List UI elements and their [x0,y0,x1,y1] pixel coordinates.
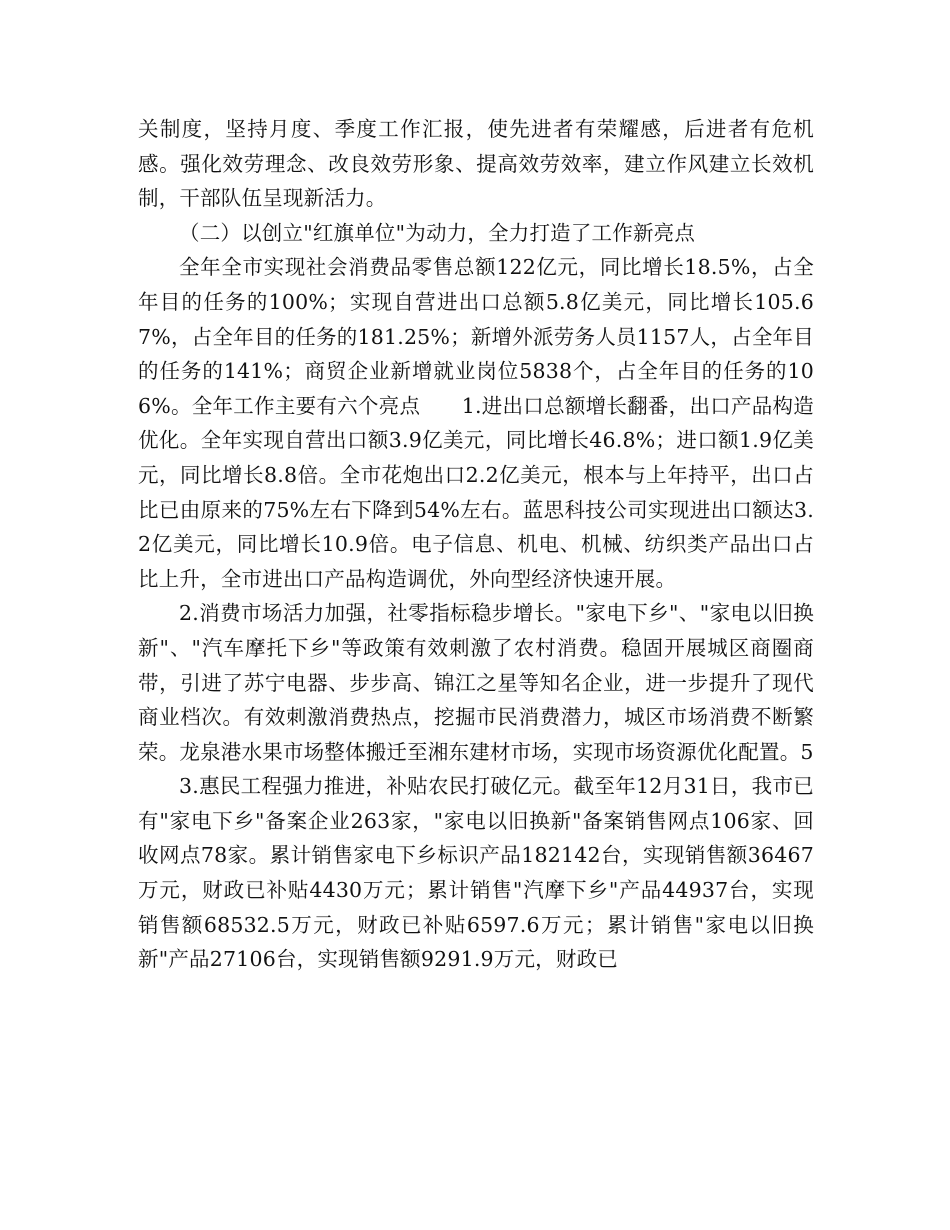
document-body [138,112,814,977]
paragraph-4: 3.惠民工程强力推进，补贴农民打破亿元。截至年12月31日，我市已有"家电下乡"备案企业263家，"家电以旧换新"备案销售网点106家、回收网点78家。累计销售家电下乡标识产品182142台，实现销售额36467万元，财政已补贴4430万元；累计销售"汽摩下乡"产品44937台，实现销售额68532.5万元，财政已补贴6597.6万元；累计销售"家电以旧换新"产品27106台，实现销售额9291.9万元，财政已 [138,774,814,972]
section-heading: （二）以创立"红旗单位"为动力，全力打造了工作新亮点 [179,220,696,245]
paragraph-1: 关制度，坚持月度、季度工作汇报，使先进者有荣耀感，后进者有危机感。强化效劳理念、改良效劳形象、提高效劳效率，建立作风建立长效机制，干部队伍呈现新活力。 [138,117,814,211]
paragraph-2: 全年全市实现社会消费品零售总额122亿元，同比增长18.5%，占全年目的任务的100%；实现自营进出口总额5.8亿美元，同比增长105.67%，占全年目的任务的181.25%；新增外派劳务人员1157人，占全年目的任务的141%；商贸企业新增就业岗位5838个，占全年目的任务的106%。全年工作主要有六个亮点 1.进出口总额增长翻番，出口产品构造优化。全年实现自营出口额3.9亿美元，同比增长46.8%；进口额1.9亿美元，同比增长8.8倍。全市花炮出口2.2亿美元，根本与上年持平，出口占比已由原来的75%左右下降到54%左右。蓝思科技公司实现进出口额达3.2亿美元，同比增长10.9倍。电子信息、机电、机械、纺织类产品出口占比上升，全市进出口产品构造调优，外向型经济快速开展。 [138,255,814,591]
paragraph-3: 2.消费市场活力加强，社零指标稳步增长。"家电下乡"、"家电以旧换新"、"汽车摩托下乡"等政策有效刺激了农村消费。稳固开展城区商圈商带，引进了苏宁电器、步步高、锦江之星等知名企业，进一步提升了现代商业档次。有效刺激消费热点，挖掘市民消费潜力，城区市场消费不断繁荣。龙泉港水果市场整体搬迁至湘东建材市场，实现市场资源优化配置。5 [138,601,814,764]
